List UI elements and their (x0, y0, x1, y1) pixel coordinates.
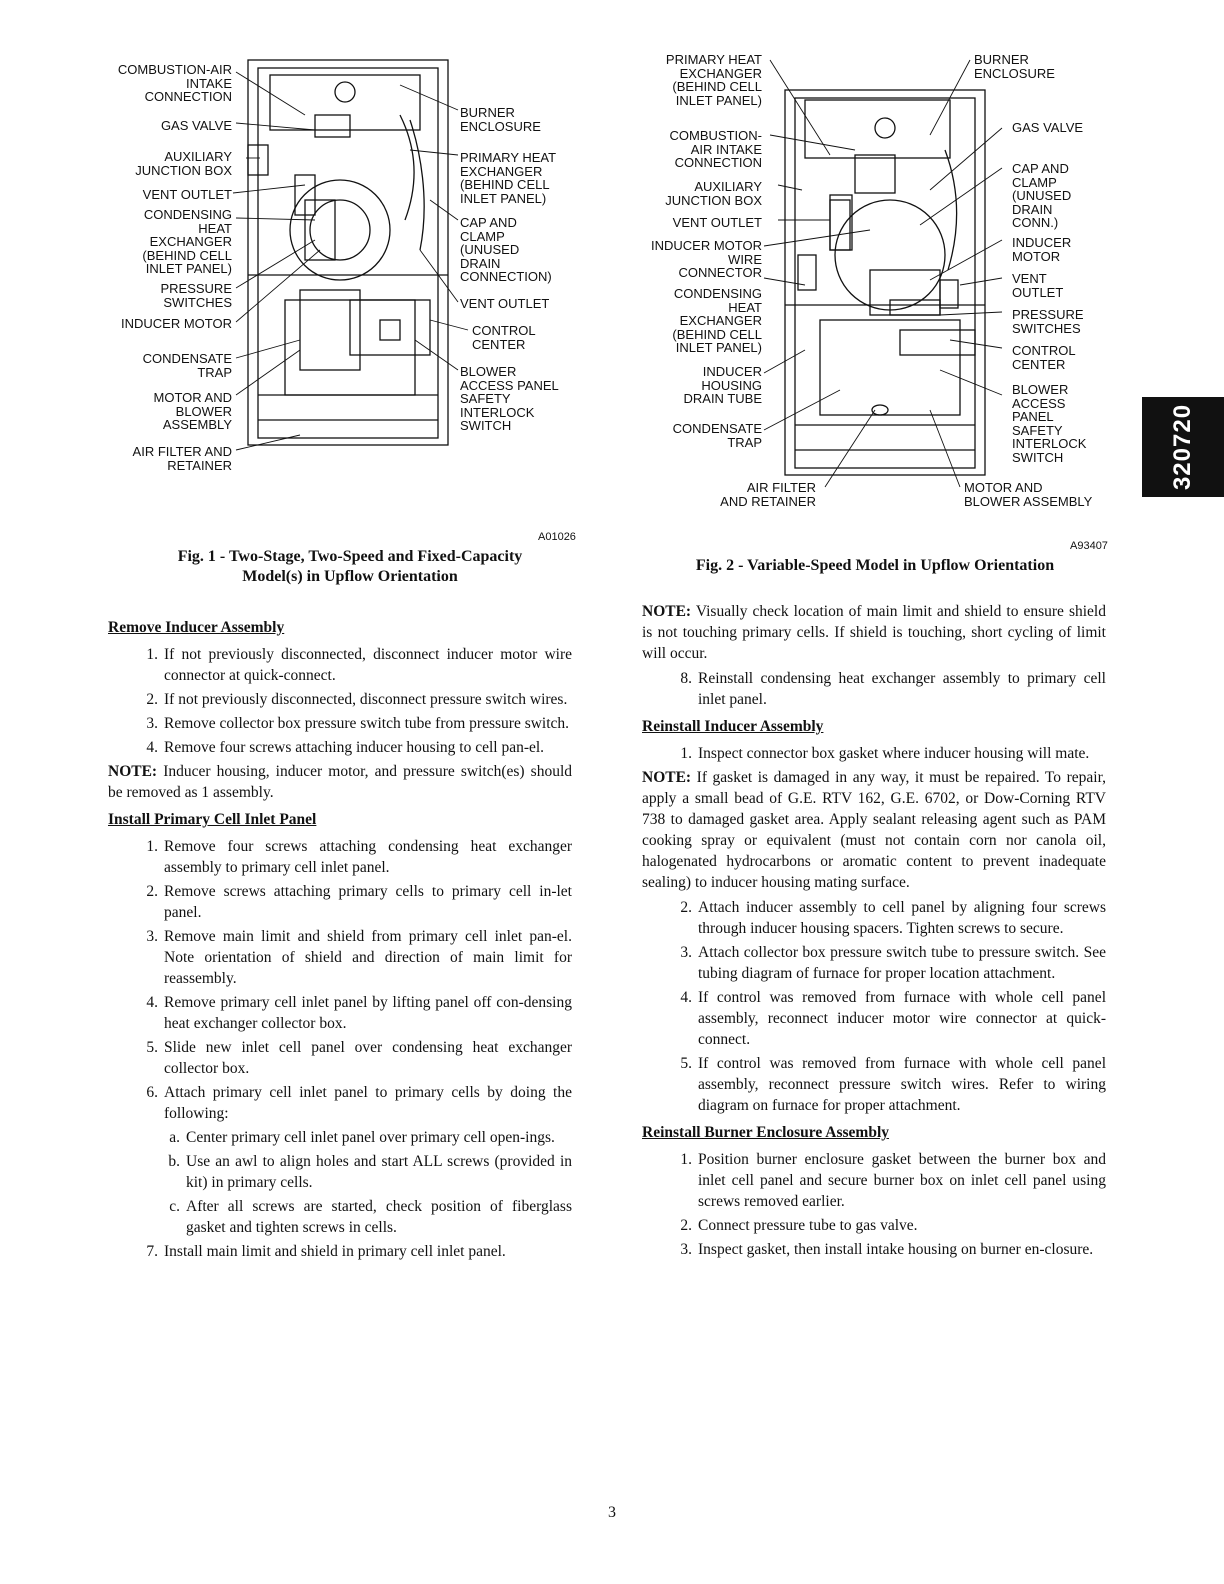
list-item: 1. Remove four screws attaching condensing heat exchanger assembly to primary cell inlet panel. (146, 838, 572, 876)
fig2-label-inducer-motor-wire: INDUCER MOTOR WIRE CONNECTOR (651, 238, 762, 280)
fig2-label-blower-access-panel: BLOWER ACCESS PANEL SAFETY INTERLOCK SWITCH (1012, 382, 1087, 465)
document-number: 320720 (1169, 403, 1196, 491)
fig2-label-condensing-heat-exchanger: CONDENSING HEAT EXCHANGER (BEHIND CELL INLET PANEL) (672, 286, 762, 355)
list-item: 3. Attach collector box pressure switch tube to pressure switch. See tubing diagram of furnace for proper location attachment. (680, 944, 1106, 982)
fig2-label-combustion-air: COMBUSTION- AIR INTAKE CONNECTION (669, 128, 762, 170)
fig2-label-cap-clamp: CAP AND CLAMP (UNUSED DRAIN CONN.) (1012, 161, 1072, 230)
fig2-label-inducer-motor: INDUCER MOTOR (1012, 235, 1072, 264)
list-item: 1. Position burner enclosure gasket between the burner box and inlet cell panel and secure burner box on inlet cell panel using screws removed earlier. (680, 1151, 1106, 1210)
heading-install-primary-cell: Install Primary Cell Inlet Panel (108, 811, 317, 828)
fig1-label-burner-enclosure: BURNER ENCLOSURE (460, 105, 541, 134)
list-item: 1. Inspect connector box gasket where inducer housing will mate. (680, 745, 1090, 762)
list-item: 2. Attach inducer assembly to cell panel by aligning four screws through inducer housing spacers. Tighten screws to secure. (680, 899, 1106, 937)
fig2-label-control-center: CONTROL CENTER (1012, 343, 1076, 372)
fig2-label-inducer-housing-drain: INDUCER HOUSING DRAIN TUBE (683, 364, 762, 406)
list-item: 4. Remove four screws attaching inducer housing to cell pan-el. (146, 739, 545, 756)
fig1-caption: Fig. 1 - Two-Stage, Two-Speed and Fixed-Capacity Model(s) in Upflow Orientation (177, 548, 523, 585)
fig1-code: A01026 (538, 531, 576, 543)
sub-list-item: c. After all screws are started, check position of fiberglass gasket and tighten screws in cells. (169, 1198, 572, 1236)
fig1-label-cap-clamp: CAP AND CLAMP (UNUSED DRAIN CONNECTION) (460, 215, 552, 284)
fig1-label-inducer-motor: INDUCER MOTOR (121, 316, 232, 331)
list-item: 3. Remove collector box pressure switch tube from pressure switch. (146, 715, 570, 732)
fig1-label-gas-valve: GAS VALVE (160, 118, 232, 133)
fig1-label-combustion-air: COMBUSTION-AIR INTAKE CONNECTION (117, 62, 232, 104)
fig2-label-primary-heat-exchanger: PRIMARY HEAT EXCHANGER (BEHIND CELL INLET PANEL) (665, 52, 762, 108)
note-inducer: NOTE: Inducer housing, inducer motor, and pressure switch(es) should be removed as 1 assembly. (108, 763, 572, 801)
fig1-label-motor-blower: MOTOR AND BLOWER ASSEMBLY (153, 390, 232, 432)
fig2-label-condensate-trap: CONDENSATE TRAP (672, 421, 762, 450)
list-item: 1. If not previously disconnected, disconnect inducer motor wire connector at quick-connect. (146, 646, 572, 684)
fig2-label-vent-outlet-right: VENT OUTLET (1012, 271, 1064, 300)
list-item: 3. Remove main limit and shield from primary cell inlet pan-el. Note orientation of shield and direction of main limit for reassembly. (146, 928, 572, 987)
list-item: 2. If not previously disconnected, disconnect pressure switch wires. (146, 691, 568, 708)
heading-reinstall-burner: Reinstall Burner Enclosure Assembly (642, 1124, 890, 1141)
fig2-label-auxiliary-junction-box: AUXILIARY JUNCTION BOX (665, 179, 762, 208)
heading-reinstall-inducer: Reinstall Inducer Assembly (642, 718, 824, 735)
list-item: 4. Remove primary cell inlet panel by lifting panel off con-densing heat exchanger collector box. (146, 994, 572, 1032)
fig2-label-gas-valve: GAS VALVE (1012, 120, 1084, 135)
fig1-label-primary-heat-exchanger: PRIMARY HEAT EXCHANGER (BEHIND CELL INLET PANEL) (460, 150, 557, 206)
fig1-label-condensate-trap: CONDENSATE TRAP (142, 351, 232, 380)
fig1-label-air-filter: AIR FILTER AND RETAINER (132, 444, 232, 473)
list-item: 5. Slide new inlet cell panel over condensing heat exchanger collector box. (146, 1039, 572, 1077)
right-column (642, 601, 1106, 1263)
fig1-label-auxiliary-junction-box: AUXILIARY JUNCTION BOX (135, 149, 232, 178)
note-gasket: NOTE: If gasket is damaged in any way, it must be repaired. To repair, apply a small bead of G.E. RTV 162, G.E. 6702, or Dow-Corning RTV 738 to damaged gasket area. Apply sealant releasing agent such as PAM cooking spray or equivalent (must not contain corn nor canola oil, halogenated hydrocarbons or aromatic content to prevent inadequate sealing) to inducer housing mating surface. (642, 769, 1106, 891)
figure-1 (100, 50, 580, 490)
list-item: 2. Remove screws attaching primary cells to primary cell in-let panel. (146, 883, 572, 921)
fig1-label-pressure-switches: PRESSURE SWITCHES (160, 281, 232, 310)
figure-2 (630, 50, 1130, 520)
fig2-label-pressure-switches: PRESSURE SWITCHES (1012, 307, 1084, 336)
note-shield: NOTE: Visually check location of main limit and shield to ensure shield is not touching primary cells. If shield is touching, short cycling of limit will occur. (642, 603, 1106, 662)
fig2-label-vent-outlet: VENT OUTLET (672, 215, 762, 230)
fig1-label-blower-access-panel: BLOWER ACCESS PANEL SAFETY INTERLOCK SWITCH (460, 364, 559, 433)
fig1-label-vent-outlet-right: VENT OUTLET (460, 296, 550, 311)
list-item: 7. Install main limit and shield in primary cell inlet panel. (146, 1243, 506, 1260)
fig2-label-motor-blower: MOTOR AND BLOWER ASSEMBLY (964, 480, 1093, 509)
left-column (108, 611, 572, 1265)
fig1-label-condensing-heat-exchanger: CONDENSING HEAT EXCHANGER (BEHIND CELL INLET PANEL) (142, 207, 232, 276)
document-number-tab (1142, 397, 1224, 497)
list-item: 2. Connect pressure tube to gas valve. (680, 1217, 918, 1234)
fig2-label-air-filter: AIR FILTER AND RETAINER (720, 480, 816, 509)
fig1-label-vent-outlet: VENT OUTLET (142, 187, 232, 202)
sub-list-item: b. Use an awl to align holes and start ALL screws (provided in kit) in primary cells. (168, 1153, 572, 1191)
heading-remove-inducer: Remove Inducer Assembly (108, 619, 285, 636)
list-item: 8. Reinstall condensing heat exchanger assembly to primary cell inlet panel. (680, 670, 1106, 708)
fig2-label-burner-enclosure: BURNER ENCLOSURE (974, 52, 1055, 81)
list-item: 3. Inspect gasket, then install intake housing on burner en-closure. (680, 1241, 1094, 1258)
fig1-label-control-center: CONTROL CENTER (472, 323, 536, 352)
fig2-caption: Fig. 2 - Variable-Speed Model in Upflow Orientation (695, 557, 1055, 574)
page-number: 3 (608, 1504, 616, 1521)
list-item: 6. Attach primary cell inlet panel to primary cells by doing the following: (146, 1084, 572, 1122)
sub-list-item: a. Center primary cell inlet panel over primary cell open-ings. (169, 1129, 555, 1146)
fig2-code: A93407 (1070, 540, 1108, 552)
list-item: 5. If control was removed from furnace with whole cell panel assembly, reconnect pressure switch wires. Refer to wiring diagram on furnace for proper attachment. (680, 1055, 1106, 1114)
list-item: 4. If control was removed from furnace with whole cell panel assembly, reconnect inducer motor wire connector at quick-connect. (680, 989, 1106, 1048)
